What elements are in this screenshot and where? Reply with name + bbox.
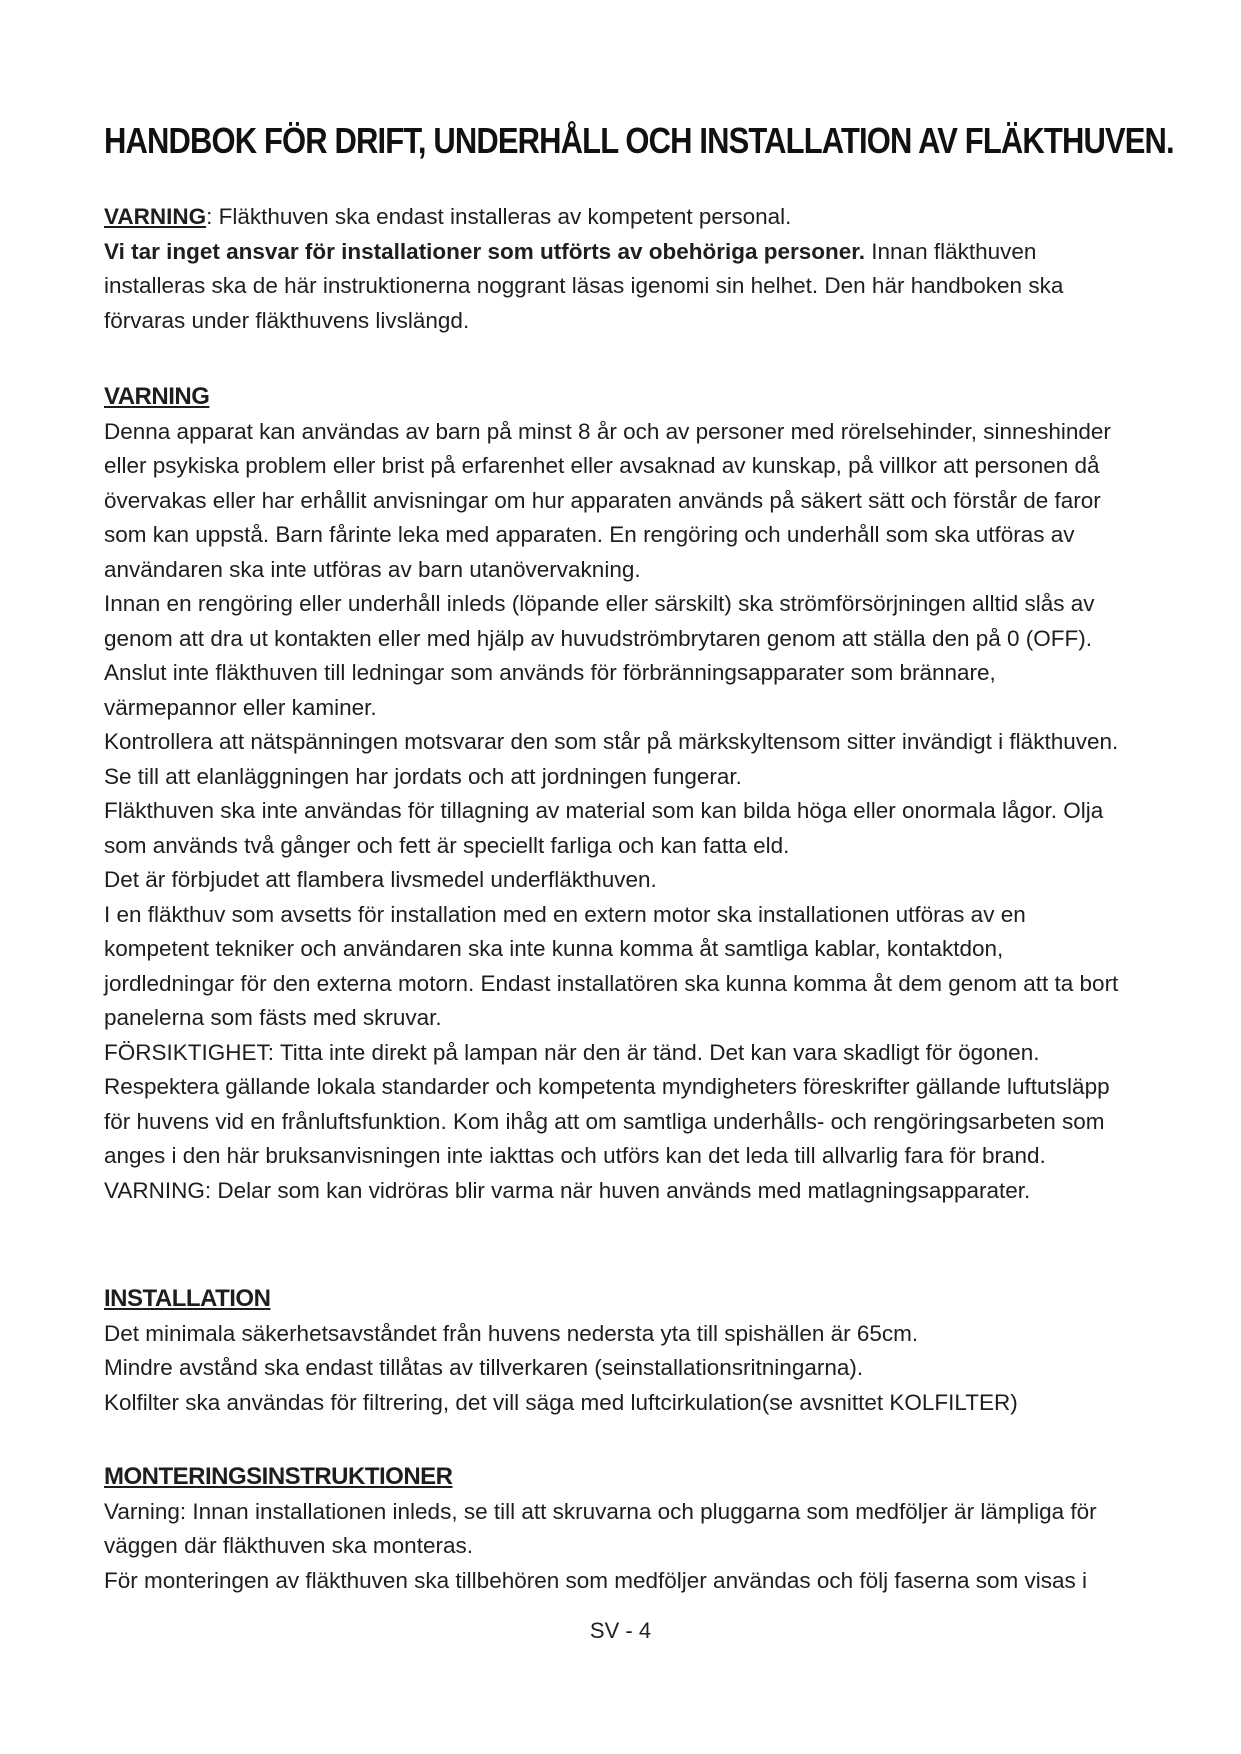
varning-heading: VARNING (104, 383, 210, 410)
varning-paragraph: Innan en rengöring eller underhåll inleds (löpande eller särskilt) ska strömförsörjningen alltid slås av genom att dra ut kontakten eller med hjälp av huvudströmbrytaren genom att ställa den på 0 (OFF). (104, 591, 1095, 651)
varning-paragraph: I en fläkthuv som avsetts för installation med en extern motor ska installationen utföras av en kompetent tekniker och användaren ska inte kunna komma åt samtliga kablar, kontaktdon, jordledningar för den externa motorn. Endast installatören ska kunna komma åt dem genom att ta bort panelerna som fästs med skruvar. (104, 901, 1119, 1030)
page-number: SV - 4 (589, 1618, 652, 1643)
intro-warning-text: : Fläkthuven ska endast installeras av kompetent personal. (206, 204, 792, 229)
varning-paragraph: Kontrollera att nätspänningen motsvarar den som står på märkskyltensom sitter invändigt i fläkthuven. Se till att elanläggningen har jordats och att jordningen fungerar. (104, 729, 1119, 789)
varning-paragraph: Det är förbjudet att flambera livsmedel underfläkthuven. (104, 867, 657, 892)
varning-paragraph: FÖRSIKTIGHET: Titta inte direkt på lampan när den är tänd. Det kan vara skadligt för ögonen. (104, 1039, 1040, 1065)
installation-line: Mindre avstånd ska endast tillåtas av tillverkaren (seinstallationsritningarna). (104, 1355, 864, 1380)
montering-heading: MONTERINGSINSTRUKTIONER (104, 1463, 453, 1490)
varning-paragraph: Anslut inte fläkthuven till ledningar som används för förbränningsapparater som brännare, värmepannor eller kaminer. (104, 660, 996, 720)
intro-rest-text: Innan fläkthuven installeras ska de här instruktionerna noggrant läsas igenomi sin helhet. Den här handboken ska förvaras under fläkthuvens livslängd. (104, 238, 1064, 333)
intro-bold-text: Vi tar inget ansvar för installationer som utförts av obehöriga personer. (104, 238, 866, 264)
page-title: HANDBOK FÖR DRIFT, UNDERHÅLL OCH INSTALLATION AV FLÄKTHUVEN. (104, 120, 1174, 161)
varning-section (104, 380, 1134, 1208)
varning-paragraph: Respektera gällande lokala standarder och kompetenta myndigheters föreskrifter gällande luftutsläpp för huvens vid en frånluftsfunktion. Kom ihåg att om samtliga underhålls- och rengöringsarbeten som anges i den här bruksanvisningen inte iakttas och utförs kan det leda till allvarlig fara för brand. (104, 1074, 1110, 1168)
installation-heading: INSTALLATION (104, 1285, 271, 1312)
varning-paragraph: Denna apparat kan användas av barn på minst 8 år och av personer med rörelsehinder, sinneshinder eller psykiska problem eller brist på erfarenhet eller avsaknad av kunskap, på villkor att personen då övervakas eller har erhållit anvisningar om hur apparaten används på säkert sätt och förstår de faror som kan uppstå. Barn fårinte leka med apparaten. En rengöring och underhåll som ska utföras av användaren ska inte utföras av barn utanövervakning. (104, 418, 1111, 582)
intro-paragraph (104, 200, 1134, 338)
montering-section (104, 1460, 1134, 1598)
montering-paragraph: För monteringen av fläkthuven ska tillbehören som medföljer användas och följ faserna som visas i (104, 1567, 1087, 1593)
varning-paragraph: VARNING: Delar som kan vidröras blir varma när huven används med matlagningsapparater. (104, 1177, 1031, 1203)
montering-paragraph: Varning: Innan installationen inleds, se till att skruvarna och pluggarna som medföljer är lämpliga för väggen där fläkthuven ska monteras. (104, 1498, 1097, 1558)
intro-section (104, 200, 1134, 338)
intro-warning-label: VARNING (104, 204, 207, 229)
installation-line: Det minimala säkerhetsavståndet från huvens nedersta yta till spishällen är 65cm. (104, 1320, 919, 1346)
varning-paragraph: Fläkthuven ska inte användas för tillagning av material som kan bilda höga eller onormala lågor. Olja som används två gånger och fett är speciellt farliga och kan fatta eld. (104, 798, 1104, 858)
installation-section (104, 1282, 1134, 1420)
installation-line: Kolfilter ska användas för filtrering, det vill säga med luftcirkulation(se avsnittet KOLFILTER) (104, 1389, 1018, 1415)
